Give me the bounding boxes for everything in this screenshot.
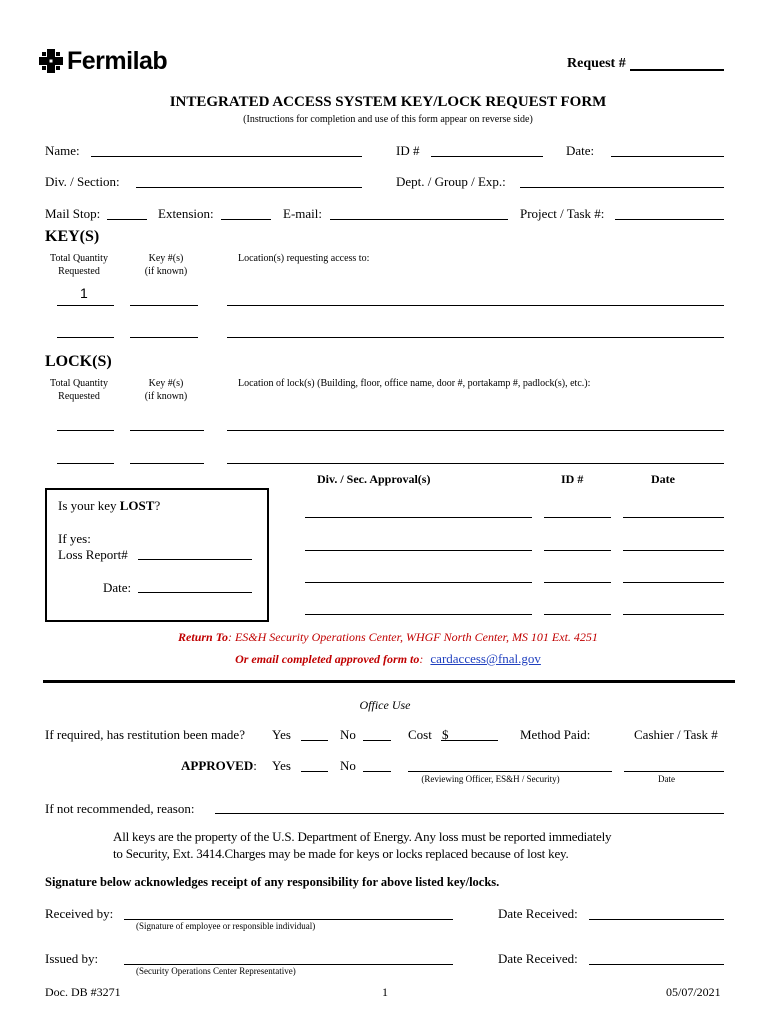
date-received-label-1: Date Received: [498, 906, 578, 921]
cost-symbol: $ [442, 727, 449, 742]
approval-id-field-3[interactable] [544, 582, 611, 583]
property-notice-line2: to Security, Ext. 3414.Charges may be made for keys or locks replaced because of lost key. [113, 846, 569, 861]
reviewing-date-caption: Date [658, 774, 675, 784]
locks-quantity-field-2[interactable] [57, 463, 114, 464]
keys-quantity-value: 1 [80, 285, 88, 301]
date-received-field-2[interactable] [589, 964, 724, 965]
form-title: INTEGRATED ACCESS SYSTEM KEY/LOCK REQUEST FORM [169, 94, 607, 110]
locks-number-field-2[interactable] [130, 463, 204, 464]
approval-id-field-4[interactable] [544, 614, 611, 615]
request-number-label: Request # [567, 56, 626, 71]
lost-key-question-prefix: Is your key [58, 498, 120, 513]
keys-quantity-header-line2: Requested [58, 266, 100, 277]
revision-date: 05/07/2021 [666, 985, 721, 999]
fermilab-logo [39, 46, 167, 76]
not-recommended-label: If not recommended, reason: [45, 801, 195, 816]
lost-date-label: Date: [103, 580, 132, 595]
if-yes-label: If yes: [58, 531, 91, 546]
email-field[interactable] [330, 219, 508, 220]
loss-report-field[interactable] [138, 559, 252, 560]
return-to-text: : ES&H Security Operations Center, WHGF North Center, MS 101 Ext. 4251 [227, 630, 598, 644]
form-instructions: (Instructions for completion and use of this form appear on reverse side) [243, 114, 533, 125]
not-recommended-field[interactable] [215, 813, 724, 814]
mail-stop-field[interactable] [107, 219, 147, 220]
dept-label: Dept. / Group / Exp.: [396, 174, 506, 189]
approval-date-field-1[interactable] [623, 517, 724, 518]
issued-by-caption: (Security Operations Center Representative) [136, 966, 296, 976]
fermilab-logo-icon [39, 49, 63, 73]
keys-quantity-field-2[interactable] [57, 337, 114, 338]
email-label: E-mail: [283, 206, 322, 221]
restitution-no-field[interactable] [363, 740, 391, 741]
issued-by-field[interactable] [124, 964, 453, 965]
approval-date-field-4[interactable] [623, 614, 724, 615]
extension-field[interactable] [221, 219, 271, 220]
doc-number: Doc. DB #3271 [45, 985, 121, 999]
keys-number-header-line1: Key #(s) [148, 253, 184, 264]
approval-date-field-2[interactable] [623, 550, 724, 551]
approval-id-header: ID # [561, 472, 584, 486]
logo-text: Fermilab [67, 46, 168, 75]
restitution-no-label: No [340, 727, 356, 742]
locks-quantity-header-line2: Requested [58, 391, 100, 402]
locks-location-header: Location of lock(s) (Building, floor, office name, door #, portakamp #, padlock(s), etc.): [238, 378, 591, 389]
keys-location-field-1[interactable] [227, 305, 724, 306]
keys-quantity-field-1[interactable] [57, 305, 114, 306]
approved-yes-field[interactable] [301, 771, 328, 772]
keys-quantity-header-line1: Total Quantity [50, 253, 108, 264]
lost-key-question-suffix: ? [154, 498, 161, 513]
approved-label-text: APPROVED [181, 758, 254, 773]
id-field[interactable] [431, 156, 543, 157]
reviewing-officer-caption: (Reviewing Officer, ES&H / Security) [421, 774, 560, 784]
locks-number-field-1[interactable] [130, 430, 204, 431]
approved-label-colon: : [253, 758, 257, 773]
reviewing-date-field[interactable] [624, 771, 724, 772]
received-by-caption: (Signature of employee or responsible individual) [136, 921, 316, 931]
keys-location-header: Location(s) requesting access to: [238, 253, 370, 264]
project-field[interactable] [615, 219, 724, 220]
lost-date-field[interactable] [138, 592, 252, 593]
locks-number-header-line1: Key #(s) [148, 378, 184, 389]
locks-heading: LOCK(S) [45, 353, 112, 370]
received-by-field[interactable] [124, 919, 453, 920]
reviewing-officer-field[interactable] [408, 771, 612, 772]
locks-quantity-header-line1: Total Quantity [50, 378, 108, 389]
locks-location-field-2[interactable] [227, 463, 724, 464]
div-section-field[interactable] [136, 187, 362, 188]
received-by-label: Received by: [45, 906, 114, 921]
dept-field[interactable] [520, 187, 724, 188]
keys-heading: KEY(S) [45, 228, 100, 245]
div-sec-approval-header: Div. / Sec. Approval(s) [317, 472, 431, 486]
approval-id-field-2[interactable] [544, 550, 611, 551]
cashier-task-label: Cashier / Task # [634, 727, 718, 742]
name-field[interactable] [91, 156, 362, 157]
keys-number-header [128, 252, 204, 278]
div-section-label: Div. / Section: [45, 174, 120, 189]
approval-date-header: Date [651, 472, 675, 486]
locks-quantity-header [40, 377, 118, 403]
date-received-field-1[interactable] [589, 919, 724, 920]
lost-key-question-bold: LOST [119, 498, 155, 513]
id-label: ID # [396, 143, 420, 158]
keys-location-field-2[interactable] [227, 337, 724, 338]
return-to-label: Return To [178, 630, 228, 644]
keys-number-field-1[interactable] [130, 305, 198, 306]
approval-date-field-3[interactable] [623, 582, 724, 583]
lost-key-question [58, 499, 160, 512]
email-return-colon: : [419, 652, 424, 666]
keys-number-header-line2: (if known) [144, 266, 188, 277]
project-label: Project / Task #: [520, 206, 605, 221]
keys-quantity-header [40, 252, 118, 278]
approval-signature-field-3[interactable] [305, 582, 532, 583]
approved-no-field[interactable] [363, 771, 391, 772]
page-number: 1 [382, 985, 388, 999]
approval-id-field-1[interactable] [544, 517, 611, 518]
locks-quantity-field-1[interactable] [57, 430, 114, 431]
cardaccess-email-link[interactable]: cardaccess@fnal.gov [430, 651, 541, 666]
lost-key-box [45, 488, 269, 622]
approved-yes-label: Yes [272, 758, 291, 773]
email-return-line [0, 652, 770, 665]
approval-signature-field-1[interactable] [305, 517, 532, 518]
date-label: Date: [566, 143, 595, 158]
issued-by-label: Issued by: [45, 951, 99, 966]
restitution-yes-field[interactable] [301, 740, 328, 741]
office-use-heading: Office Use [359, 698, 411, 712]
keys-number-field-2[interactable] [130, 337, 198, 338]
locks-number-header-line2: (if known) [144, 391, 188, 402]
locks-number-header [128, 377, 204, 403]
email-return-prefix: Or email completed approved form to [235, 652, 420, 666]
property-notice-line1: All keys are the property of the U.S. Department of Energy. Any loss must be reported immediately [113, 829, 612, 844]
return-to-line [0, 631, 770, 643]
mail-stop-label: Mail Stop: [45, 206, 101, 221]
approval-signature-field-4[interactable] [305, 614, 532, 615]
request-number-field[interactable] [630, 69, 724, 71]
restitution-yes-label: Yes [272, 727, 291, 742]
locks-location-field-1[interactable] [227, 430, 724, 431]
approved-no-label: No [340, 758, 356, 773]
name-label: Name: [45, 143, 80, 158]
method-paid-label: Method Paid: [520, 727, 591, 742]
extension-label: Extension: [158, 206, 214, 221]
acknowledgement-text: Signature below acknowledges receipt of any responsibility for above listed key/locks. [45, 875, 500, 889]
restitution-question: If required, has restitution been made? [45, 727, 245, 742]
date-received-label-2: Date Received: [498, 951, 578, 966]
cost-label: Cost [408, 727, 432, 742]
cost-field[interactable] [441, 740, 498, 741]
approval-signature-field-2[interactable] [305, 550, 532, 551]
approved-label [181, 759, 257, 772]
loss-report-label: Loss Report# [58, 547, 128, 562]
date-field[interactable] [611, 156, 724, 157]
section-divider [43, 680, 735, 683]
